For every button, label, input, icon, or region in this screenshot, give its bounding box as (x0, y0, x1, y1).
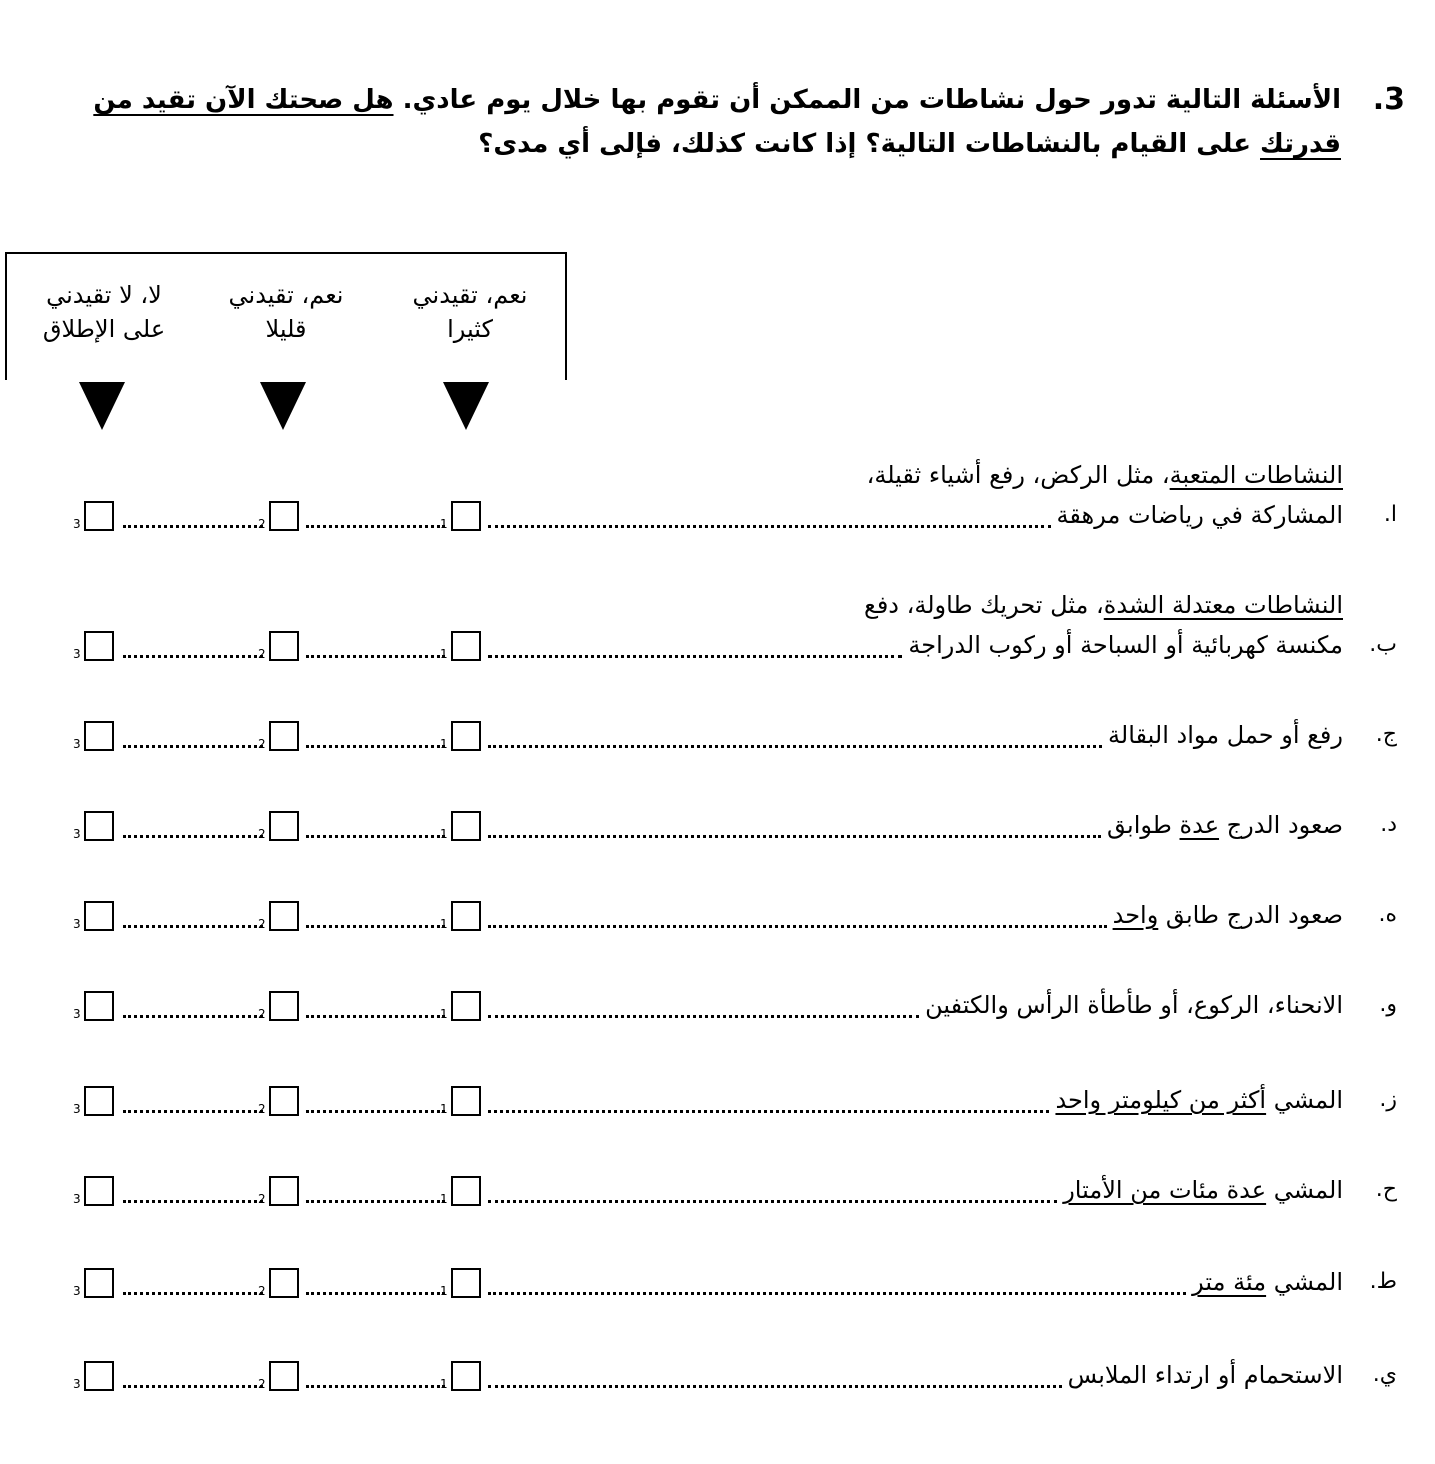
checkbox-not-at-all[interactable] (84, 811, 114, 841)
option-code: 3 (73, 827, 81, 841)
item-letter: ه. (1378, 902, 1397, 927)
arrow-down-icon (79, 382, 125, 430)
checkbox-a-little[interactable] (269, 1268, 299, 1298)
question-line-1 (75, 78, 1405, 122)
option-code: 3 (73, 1377, 81, 1391)
checkbox-a-little[interactable] (269, 991, 299, 1021)
checkbox-not-at-all[interactable] (84, 1086, 114, 1116)
checkbox-not-at-all[interactable] (84, 631, 114, 661)
checkbox-a-little[interactable] (269, 1361, 299, 1391)
dotted-leader (488, 1110, 1049, 1113)
option-code: 1 (440, 1102, 448, 1116)
option-code: 1 (440, 647, 448, 661)
option-code: 2 (258, 917, 266, 931)
checkbox-a-little[interactable] (269, 501, 299, 531)
question-text-part-2: على القيام بالنشاطات التالية؟ إذا كانت كذلك، فإلى أي مدى؟ (478, 129, 1261, 159)
option-code: 2 (258, 1377, 266, 1391)
dotted-leader (306, 1292, 445, 1295)
option-code: 3 (73, 517, 81, 531)
option-code: 1 (440, 827, 448, 841)
option-code: 3 (73, 1284, 81, 1298)
checkbox-a-lot[interactable] (451, 631, 481, 661)
dotted-leader (123, 525, 263, 528)
dotted-leader (123, 745, 263, 748)
checkbox-a-lot[interactable] (451, 1176, 481, 1206)
dotted-leader (488, 925, 1107, 928)
dotted-leader (306, 1015, 445, 1018)
option-code: 3 (73, 1192, 81, 1206)
dotted-leader (123, 835, 263, 838)
item-letter: ج. (1375, 722, 1397, 747)
item-label-line-1: رفع أو حمل مواد البقالة (1108, 721, 1343, 749)
column-header-not-at-all: لا، لا تقيدني على الإطلاق (42, 281, 166, 343)
item-letter: د. (1380, 812, 1397, 837)
item-letter: ط. (1369, 1269, 1397, 1294)
dotted-leader (306, 1385, 445, 1388)
option-code: 1 (440, 1192, 448, 1206)
dotted-leader (306, 925, 445, 928)
item-label-line-1: الانحناء، الركوع، أو طأطأة الرأس والكتفين (925, 991, 1343, 1019)
item-label-line-1: صعود الدرج طابق واحد (1112, 901, 1343, 929)
checkbox-not-at-all[interactable] (84, 1361, 114, 1391)
dotted-leader (488, 835, 1101, 838)
column-header-a-little: نعم، تقيدني قليلا (228, 281, 344, 343)
dotted-leader (488, 745, 1102, 748)
checkbox-a-little[interactable] (269, 721, 299, 751)
option-code: 2 (258, 827, 266, 841)
dotted-leader (306, 1200, 445, 1203)
dotted-leader (123, 1015, 263, 1018)
checkbox-not-at-all[interactable] (84, 991, 114, 1021)
dotted-leader (488, 1385, 1062, 1388)
option-code: 1 (440, 1007, 448, 1021)
option-code: 3 (73, 1102, 81, 1116)
dotted-leader (123, 1385, 263, 1388)
checkbox-a-lot[interactable] (451, 1268, 481, 1298)
dotted-leader (306, 835, 445, 838)
checkbox-a-little[interactable] (269, 901, 299, 931)
option-code: 2 (258, 1102, 266, 1116)
checkbox-not-at-all[interactable] (84, 721, 114, 751)
dotted-leader (123, 1292, 263, 1295)
item-label-line-2: مكنسة كهربائية أو السباحة أو ركوب الدراجة (908, 631, 1343, 659)
dotted-leader (306, 1110, 445, 1113)
checkbox-a-little[interactable] (269, 811, 299, 841)
item-letter: ي. (1372, 1362, 1397, 1387)
option-code: 1 (440, 1377, 448, 1391)
item-label-line-1: صعود الدرج عدة طوابق (1107, 811, 1343, 839)
checkbox-a-lot[interactable] (451, 811, 481, 841)
checkbox-a-lot[interactable] (451, 901, 481, 931)
option-code: 2 (258, 647, 266, 661)
dotted-leader (306, 525, 445, 528)
checkbox-not-at-all[interactable] (84, 1176, 114, 1206)
checkbox-not-at-all[interactable] (84, 501, 114, 531)
option-code: 1 (440, 1284, 448, 1298)
question-text-underlined-1: هل صحتك الآن تقيد من (93, 85, 394, 115)
item-letter: و. (1379, 992, 1397, 1017)
column-header-a-lot: نعم، تقيدني كثيرا (412, 281, 528, 343)
option-code: 2 (258, 1007, 266, 1021)
option-code: 1 (440, 917, 448, 931)
dotted-leader (488, 655, 902, 658)
option-code: 2 (258, 1192, 266, 1206)
checkbox-a-lot[interactable] (451, 721, 481, 751)
checkbox-a-lot[interactable] (451, 991, 481, 1021)
checkbox-a-little[interactable] (269, 631, 299, 661)
dotted-leader (306, 655, 445, 658)
question-text-part-1: الأسئلة التالية تدور حول نشاطات من الممكن أن تقوم بها خلال يوم عادي. (393, 85, 1341, 115)
dotted-leader (123, 1110, 263, 1113)
checkbox-a-little[interactable] (269, 1176, 299, 1206)
checkbox-a-lot[interactable] (451, 1361, 481, 1391)
option-code: 2 (258, 1284, 266, 1298)
item-letter: ز. (1379, 1087, 1397, 1112)
option-code: 1 (440, 517, 448, 531)
option-code: 2 (258, 737, 266, 751)
checkbox-not-at-all[interactable] (84, 901, 114, 931)
item-letter: ا. (1383, 502, 1397, 527)
question-line-2 (75, 122, 1405, 166)
checkbox-a-lot[interactable] (451, 1086, 481, 1116)
item-label-line-1: المشي مئة متر (1192, 1268, 1343, 1296)
option-code: 1 (440, 737, 448, 751)
item-letter: ح. (1375, 1177, 1397, 1202)
checkbox-a-lot[interactable] (451, 501, 481, 531)
question-number: 3. (1372, 82, 1405, 117)
item-label-line-2: المشاركة في رياضات مرهقة (1056, 501, 1343, 529)
option-code: 2 (258, 517, 266, 531)
item-label-line-1: النشاطات المتعبة، مثل الركض، رفع أشياء ثقيلة، (866, 461, 1343, 489)
checkbox-a-little[interactable] (269, 1086, 299, 1116)
arrow-down-icon (260, 382, 306, 430)
item-label-line-1: المشي أكثر من كيلومتر واحد (1055, 1086, 1343, 1114)
dotted-leader (488, 525, 1051, 528)
option-code: 3 (73, 737, 81, 751)
dotted-leader (123, 925, 263, 928)
option-code: 3 (73, 1007, 81, 1021)
checkbox-not-at-all[interactable] (84, 1268, 114, 1298)
dotted-leader (488, 1015, 919, 1018)
dotted-leader (488, 1200, 1057, 1203)
question-3 (75, 78, 1405, 166)
item-label-line-1: النشاطات معتدلة الشدة، مثل تحريك طاولة، دفع (864, 591, 1343, 619)
item-label-line-1: المشي عدة مئات من الأمتار (1063, 1176, 1343, 1204)
option-code: 3 (73, 917, 81, 931)
item-letter: ب. (1369, 632, 1397, 657)
dotted-leader (306, 745, 445, 748)
dotted-leader (123, 1200, 263, 1203)
item-label-line-1: الاستحمام أو ارتداء الملابس (1067, 1361, 1343, 1389)
option-code: 3 (73, 647, 81, 661)
arrow-down-icon (443, 382, 489, 430)
dotted-leader (488, 1292, 1186, 1295)
dotted-leader (123, 655, 263, 658)
question-text-underlined-2: قدرتك (1260, 129, 1341, 159)
